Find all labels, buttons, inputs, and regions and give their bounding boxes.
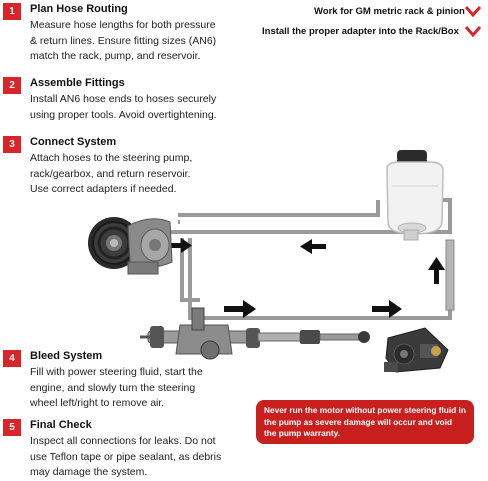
arrow-left-icon <box>300 239 326 254</box>
steering-pump <box>88 217 172 274</box>
arrow-up-icon <box>428 257 445 284</box>
arrow-right-icon <box>372 300 402 318</box>
step-2-body: Install AN6 hose ends to hoses securely using proper tools. Avoid overtightening. <box>30 93 217 121</box>
warning-box: Never run the motor without power steering fluid in the pump as severe damage will occur and void the pump warranty. <box>256 400 474 444</box>
step-4-title: Bleed System <box>30 350 103 362</box>
return-hose <box>178 200 378 222</box>
step-3-badge: 3 <box>3 136 21 153</box>
step-1-title: Plan Hose Routing <box>30 3 128 15</box>
steering-gearbox <box>384 328 448 372</box>
step-1-badge: 1 <box>3 3 21 20</box>
step-3-title: Connect System <box>30 136 117 148</box>
note-gm-metric: Work for GM metric rack & pinion <box>314 6 465 17</box>
fluid-reservoir <box>387 150 443 240</box>
step-5-body: Inspect all connections for leaks. Do not use Teflon tape or pipe sealant, as debris may damage the system. <box>30 435 222 478</box>
step-4-body: Fill with power steering fluid, start the engine, and slowly turn the steering wheel left/right to remove air. <box>30 366 203 409</box>
step-5-title: Final Check <box>30 419 92 431</box>
hose-sleeve <box>446 240 454 310</box>
step-4-badge: 4 <box>3 350 21 367</box>
rack-hose <box>182 238 450 318</box>
step-2-title: Assemble Fittings <box>30 77 125 89</box>
step-2-badge: 2 <box>3 77 21 94</box>
note-adapter: Install the proper adapter into the Rack/Box <box>262 26 459 37</box>
arrow-right-icon <box>224 300 256 318</box>
steering-rack <box>140 308 370 359</box>
step-3-body: Attach hoses to the steering pump, rack/gearbox, and return reservoir. Use correct adapters if needed. <box>30 152 193 195</box>
step-1-body: Measure hose lengths for both pressure & return lines. Ensure fitting sizes (AN6) match the rack, pump, and reservoir. <box>30 19 217 62</box>
step-5-badge: 5 <box>3 419 21 436</box>
